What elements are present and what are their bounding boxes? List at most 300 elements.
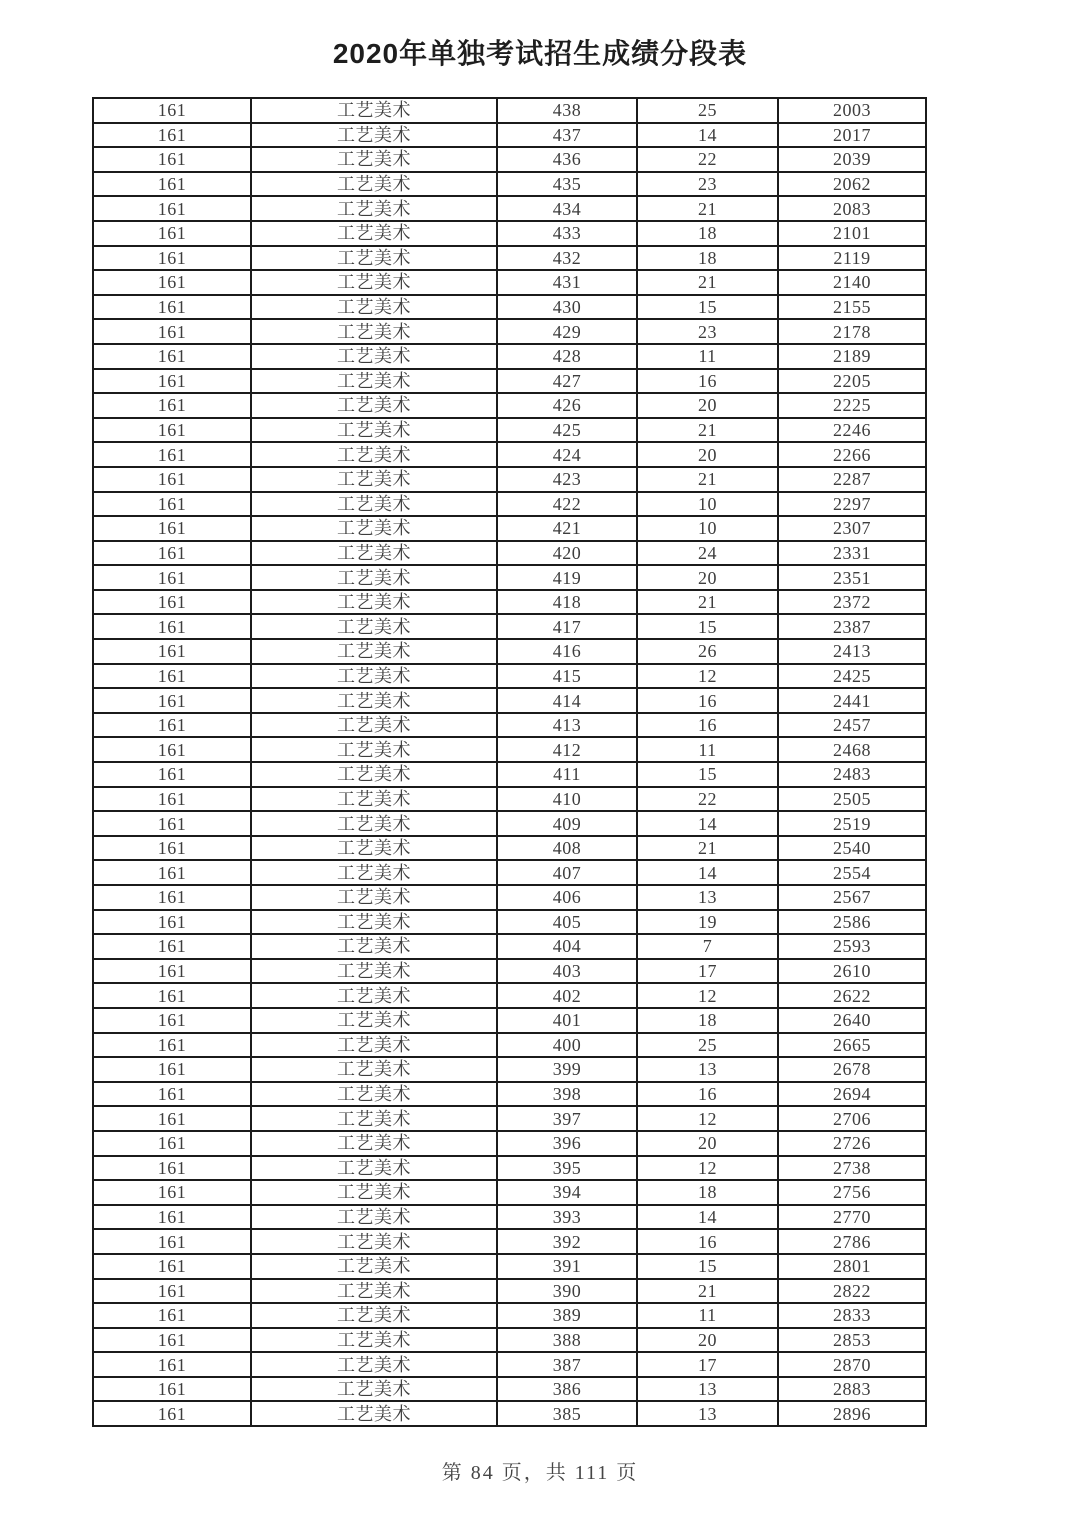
score-cell: 419	[497, 565, 637, 590]
cumulative-count-cell: 2665	[778, 1033, 926, 1058]
cumulative-count-cell: 2372	[778, 590, 926, 615]
major-name-cell: 工艺美术	[251, 221, 497, 246]
score-cell: 404	[497, 934, 637, 959]
school-code-cell: 161	[93, 836, 251, 861]
cumulative-count-cell: 2119	[778, 246, 926, 271]
count-cell: 15	[637, 614, 778, 639]
table-row	[93, 344, 926, 369]
cumulative-count-cell: 2178	[778, 319, 926, 344]
school-code-cell: 161	[93, 713, 251, 738]
school-code-cell: 161	[93, 787, 251, 812]
cumulative-count-cell: 2738	[778, 1156, 926, 1181]
score-cell: 407	[497, 860, 637, 885]
school-code-cell: 161	[93, 565, 251, 590]
table-row	[93, 516, 926, 541]
score-cell: 406	[497, 885, 637, 910]
count-cell: 14	[637, 123, 778, 148]
score-cell: 390	[497, 1279, 637, 1304]
table-row	[93, 492, 926, 517]
count-cell: 24	[637, 541, 778, 566]
score-cell: 405	[497, 910, 637, 935]
table-row	[93, 885, 926, 910]
cumulative-count-cell: 2706	[778, 1106, 926, 1131]
school-code-cell: 161	[93, 639, 251, 664]
score-cell: 413	[497, 713, 637, 738]
cumulative-count-cell: 2225	[778, 393, 926, 418]
cumulative-count-cell: 2003	[778, 98, 926, 123]
table-row	[93, 442, 926, 467]
cumulative-count-cell: 2287	[778, 467, 926, 492]
major-name-cell: 工艺美术	[251, 1082, 497, 1107]
cumulative-count-cell: 2155	[778, 295, 926, 320]
score-cell: 391	[497, 1254, 637, 1279]
count-cell: 26	[637, 639, 778, 664]
cumulative-count-cell: 2062	[778, 172, 926, 197]
table-row	[93, 172, 926, 197]
cumulative-count-cell: 2540	[778, 836, 926, 861]
table-row	[93, 270, 926, 295]
school-code-cell: 161	[93, 1131, 251, 1156]
cumulative-count-cell: 2640	[778, 1008, 926, 1033]
school-code-cell: 161	[93, 664, 251, 689]
score-cell: 411	[497, 762, 637, 787]
score-cell: 395	[497, 1156, 637, 1181]
table-row	[93, 295, 926, 320]
major-name-cell: 工艺美术	[251, 516, 497, 541]
cumulative-count-cell: 2567	[778, 885, 926, 910]
school-code-cell: 161	[93, 196, 251, 221]
table-row	[93, 1205, 926, 1230]
cumulative-count-cell: 2756	[778, 1180, 926, 1205]
table-row	[93, 467, 926, 492]
table-row	[93, 221, 926, 246]
score-cell: 408	[497, 836, 637, 861]
cumulative-count-cell: 2678	[778, 1057, 926, 1082]
count-cell: 15	[637, 762, 778, 787]
count-cell: 16	[637, 1082, 778, 1107]
major-name-cell: 工艺美术	[251, 1033, 497, 1058]
table-row	[93, 590, 926, 615]
table-row	[93, 1180, 926, 1205]
cumulative-count-cell: 2883	[778, 1377, 926, 1402]
cumulative-count-cell: 2519	[778, 811, 926, 836]
count-cell: 20	[637, 565, 778, 590]
score-cell: 389	[497, 1303, 637, 1328]
count-cell: 13	[637, 1401, 778, 1426]
count-cell: 20	[637, 1131, 778, 1156]
table-row	[93, 393, 926, 418]
table-row	[93, 762, 926, 787]
major-name-cell: 工艺美术	[251, 688, 497, 713]
major-name-cell: 工艺美术	[251, 172, 497, 197]
school-code-cell: 161	[93, 1008, 251, 1033]
cumulative-count-cell: 2387	[778, 614, 926, 639]
cumulative-count-cell: 2189	[778, 344, 926, 369]
count-cell: 18	[637, 246, 778, 271]
table-row	[93, 1377, 926, 1402]
school-code-cell: 161	[93, 688, 251, 713]
page-number: 第 84 页，共 111 页	[441, 1462, 639, 1484]
count-cell: 15	[637, 1254, 778, 1279]
major-name-cell: 工艺美术	[251, 910, 497, 935]
table-row	[93, 983, 926, 1008]
major-name-cell: 工艺美术	[251, 713, 497, 738]
cumulative-count-cell: 2870	[778, 1352, 926, 1377]
count-cell: 13	[637, 885, 778, 910]
cumulative-count-cell: 2425	[778, 664, 926, 689]
school-code-cell: 161	[93, 860, 251, 885]
school-code-cell: 161	[93, 393, 251, 418]
school-code-cell: 161	[93, 344, 251, 369]
count-cell: 17	[637, 959, 778, 984]
table-row	[93, 860, 926, 885]
cumulative-count-cell: 2297	[778, 492, 926, 517]
school-code-cell: 161	[93, 418, 251, 443]
score-cell: 398	[497, 1082, 637, 1107]
major-name-cell: 工艺美术	[251, 762, 497, 787]
cumulative-count-cell: 2039	[778, 147, 926, 172]
score-cell: 438	[497, 98, 637, 123]
score-cell: 433	[497, 221, 637, 246]
cumulative-count-cell: 2140	[778, 270, 926, 295]
major-name-cell: 工艺美术	[251, 1131, 497, 1156]
school-code-cell: 161	[93, 614, 251, 639]
table-row	[93, 664, 926, 689]
count-cell: 11	[637, 344, 778, 369]
cumulative-count-cell: 2351	[778, 565, 926, 590]
table-row	[93, 934, 926, 959]
cumulative-count-cell: 2017	[778, 123, 926, 148]
score-cell: 386	[497, 1377, 637, 1402]
major-name-cell: 工艺美术	[251, 737, 497, 762]
count-cell: 25	[637, 98, 778, 123]
count-cell: 14	[637, 1205, 778, 1230]
score-cell: 429	[497, 319, 637, 344]
major-name-cell: 工艺美术	[251, 959, 497, 984]
score-cell: 403	[497, 959, 637, 984]
score-cell: 423	[497, 467, 637, 492]
major-name-cell: 工艺美术	[251, 614, 497, 639]
count-cell: 21	[637, 196, 778, 221]
table-row	[93, 98, 926, 123]
major-name-cell: 工艺美术	[251, 885, 497, 910]
school-code-cell: 161	[93, 123, 251, 148]
page-title: 2020年单独考试招生成绩分段表	[332, 38, 748, 69]
count-cell: 23	[637, 319, 778, 344]
table-row	[93, 787, 926, 812]
count-cell: 17	[637, 1352, 778, 1377]
table-row	[93, 1057, 926, 1082]
major-name-cell: 工艺美术	[251, 1205, 497, 1230]
count-cell: 20	[637, 442, 778, 467]
table-row	[93, 811, 926, 836]
score-cell: 428	[497, 344, 637, 369]
table-row	[93, 565, 926, 590]
school-code-cell: 161	[93, 811, 251, 836]
cumulative-count-cell: 2833	[778, 1303, 926, 1328]
school-code-cell: 161	[93, 1057, 251, 1082]
score-cell: 422	[497, 492, 637, 517]
major-name-cell: 工艺美术	[251, 1352, 497, 1377]
cumulative-count-cell: 2593	[778, 934, 926, 959]
major-name-cell: 工艺美术	[251, 467, 497, 492]
major-name-cell: 工艺美术	[251, 123, 497, 148]
table-row	[93, 541, 926, 566]
count-cell: 15	[637, 295, 778, 320]
school-code-cell: 161	[93, 172, 251, 197]
score-cell: 393	[497, 1205, 637, 1230]
school-code-cell: 161	[93, 762, 251, 787]
count-cell: 10	[637, 516, 778, 541]
major-name-cell: 工艺美术	[251, 1180, 497, 1205]
school-code-cell: 161	[93, 1377, 251, 1402]
count-cell: 21	[637, 467, 778, 492]
cumulative-count-cell: 2853	[778, 1328, 926, 1353]
count-cell: 19	[637, 910, 778, 935]
school-code-cell: 161	[93, 98, 251, 123]
school-code-cell: 161	[93, 270, 251, 295]
cumulative-count-cell: 2246	[778, 418, 926, 443]
score-cell: 427	[497, 369, 637, 394]
table-row	[93, 737, 926, 762]
score-cell: 418	[497, 590, 637, 615]
count-cell: 13	[637, 1377, 778, 1402]
school-code-cell: 161	[93, 246, 251, 271]
table-row	[93, 639, 926, 664]
school-code-cell: 161	[93, 221, 251, 246]
cumulative-count-cell: 2083	[778, 196, 926, 221]
count-cell: 21	[637, 418, 778, 443]
table-row	[93, 713, 926, 738]
school-code-cell: 161	[93, 147, 251, 172]
major-name-cell: 工艺美术	[251, 492, 497, 517]
count-cell: 14	[637, 811, 778, 836]
major-name-cell: 工艺美术	[251, 1303, 497, 1328]
school-code-cell: 161	[93, 1279, 251, 1304]
school-code-cell: 161	[93, 885, 251, 910]
school-code-cell: 161	[93, 369, 251, 394]
major-name-cell: 工艺美术	[251, 1328, 497, 1353]
major-name-cell: 工艺美术	[251, 295, 497, 320]
table-row	[93, 319, 926, 344]
major-name-cell: 工艺美术	[251, 1156, 497, 1181]
school-code-cell: 161	[93, 1328, 251, 1353]
major-name-cell: 工艺美术	[251, 934, 497, 959]
score-cell: 432	[497, 246, 637, 271]
table-row	[93, 1156, 926, 1181]
major-name-cell: 工艺美术	[251, 1008, 497, 1033]
score-cell: 387	[497, 1352, 637, 1377]
count-cell: 18	[637, 1180, 778, 1205]
table-row	[93, 1279, 926, 1304]
score-cell: 437	[497, 123, 637, 148]
count-cell: 22	[637, 147, 778, 172]
score-cell: 417	[497, 614, 637, 639]
table-row	[93, 1254, 926, 1279]
count-cell: 13	[637, 1057, 778, 1082]
school-code-cell: 161	[93, 467, 251, 492]
count-cell: 12	[637, 664, 778, 689]
table-row	[93, 910, 926, 935]
major-name-cell: 工艺美术	[251, 983, 497, 1008]
cumulative-count-cell: 2786	[778, 1229, 926, 1254]
score-cell: 425	[497, 418, 637, 443]
score-cell: 388	[497, 1328, 637, 1353]
major-name-cell: 工艺美术	[251, 541, 497, 566]
table-row	[93, 836, 926, 861]
major-name-cell: 工艺美术	[251, 860, 497, 885]
table-row	[93, 147, 926, 172]
count-cell: 12	[637, 1156, 778, 1181]
cumulative-count-cell: 2801	[778, 1254, 926, 1279]
table-row	[93, 1033, 926, 1058]
school-code-cell: 161	[93, 1106, 251, 1131]
table-row	[93, 1401, 926, 1426]
school-code-cell: 161	[93, 1229, 251, 1254]
major-name-cell: 工艺美术	[251, 344, 497, 369]
major-name-cell: 工艺美术	[251, 590, 497, 615]
table-row	[93, 1352, 926, 1377]
table-row	[93, 1328, 926, 1353]
major-name-cell: 工艺美术	[251, 98, 497, 123]
table-row	[93, 246, 926, 271]
cumulative-count-cell: 2505	[778, 787, 926, 812]
score-cell: 426	[497, 393, 637, 418]
school-code-cell: 161	[93, 983, 251, 1008]
cumulative-count-cell: 2307	[778, 516, 926, 541]
count-cell: 25	[637, 1033, 778, 1058]
score-cell: 412	[497, 737, 637, 762]
school-code-cell: 161	[93, 910, 251, 935]
count-cell: 14	[637, 860, 778, 885]
cumulative-count-cell: 2483	[778, 762, 926, 787]
score-cell: 410	[497, 787, 637, 812]
score-cell: 401	[497, 1008, 637, 1033]
major-name-cell: 工艺美术	[251, 369, 497, 394]
cumulative-count-cell: 2822	[778, 1279, 926, 1304]
count-cell: 22	[637, 787, 778, 812]
count-cell: 12	[637, 983, 778, 1008]
major-name-cell: 工艺美术	[251, 442, 497, 467]
school-code-cell: 161	[93, 959, 251, 984]
school-code-cell: 161	[93, 1205, 251, 1230]
score-cell: 397	[497, 1106, 637, 1131]
cumulative-count-cell: 2726	[778, 1131, 926, 1156]
cumulative-count-cell: 2694	[778, 1082, 926, 1107]
score-cell: 416	[497, 639, 637, 664]
school-code-cell: 161	[93, 1033, 251, 1058]
major-name-cell: 工艺美术	[251, 836, 497, 861]
major-name-cell: 工艺美术	[251, 418, 497, 443]
major-name-cell: 工艺美术	[251, 565, 497, 590]
school-code-cell: 161	[93, 1254, 251, 1279]
count-cell: 16	[637, 713, 778, 738]
score-cell: 435	[497, 172, 637, 197]
cumulative-count-cell: 2441	[778, 688, 926, 713]
major-name-cell: 工艺美术	[251, 1377, 497, 1402]
count-cell: 16	[637, 688, 778, 713]
cumulative-count-cell: 2413	[778, 639, 926, 664]
count-cell: 21	[637, 1279, 778, 1304]
count-cell: 11	[637, 737, 778, 762]
school-code-cell: 161	[93, 1156, 251, 1181]
cumulative-count-cell: 2331	[778, 541, 926, 566]
score-cell: 400	[497, 1033, 637, 1058]
school-code-cell: 161	[93, 516, 251, 541]
count-cell: 20	[637, 1328, 778, 1353]
major-name-cell: 工艺美术	[251, 811, 497, 836]
count-cell: 18	[637, 1008, 778, 1033]
school-code-cell: 161	[93, 1401, 251, 1426]
count-cell: 21	[637, 590, 778, 615]
score-table-body	[93, 98, 926, 1426]
score-cell: 396	[497, 1131, 637, 1156]
cumulative-count-cell: 2896	[778, 1401, 926, 1426]
score-cell: 431	[497, 270, 637, 295]
school-code-cell: 161	[93, 590, 251, 615]
score-cell: 409	[497, 811, 637, 836]
table-row	[93, 1229, 926, 1254]
cumulative-count-cell: 2586	[778, 910, 926, 935]
major-name-cell: 工艺美术	[251, 1057, 497, 1082]
table-row	[93, 418, 926, 443]
count-cell: 7	[637, 934, 778, 959]
score-cell: 421	[497, 516, 637, 541]
table-row	[93, 1303, 926, 1328]
cumulative-count-cell: 2101	[778, 221, 926, 246]
count-cell: 23	[637, 172, 778, 197]
cumulative-count-cell: 2205	[778, 369, 926, 394]
major-name-cell: 工艺美术	[251, 147, 497, 172]
score-cell: 392	[497, 1229, 637, 1254]
count-cell: 21	[637, 836, 778, 861]
major-name-cell: 工艺美术	[251, 196, 497, 221]
score-cell: 424	[497, 442, 637, 467]
score-cell: 415	[497, 664, 637, 689]
table-row	[93, 688, 926, 713]
major-name-cell: 工艺美术	[251, 639, 497, 664]
school-code-cell: 161	[93, 1303, 251, 1328]
major-name-cell: 工艺美术	[251, 664, 497, 689]
table-row	[93, 1082, 926, 1107]
major-name-cell: 工艺美术	[251, 1401, 497, 1426]
major-name-cell: 工艺美术	[251, 1229, 497, 1254]
table-row	[93, 614, 926, 639]
cumulative-count-cell: 2457	[778, 713, 926, 738]
score-cell: 436	[497, 147, 637, 172]
cumulative-count-cell: 2622	[778, 983, 926, 1008]
major-name-cell: 工艺美术	[251, 1254, 497, 1279]
major-name-cell: 工艺美术	[251, 246, 497, 271]
cumulative-count-cell: 2554	[778, 860, 926, 885]
school-code-cell: 161	[93, 1352, 251, 1377]
table-row	[93, 1106, 926, 1131]
cumulative-count-cell: 2610	[778, 959, 926, 984]
major-name-cell: 工艺美术	[251, 270, 497, 295]
score-cell: 430	[497, 295, 637, 320]
table-row	[93, 1131, 926, 1156]
score-cell: 394	[497, 1180, 637, 1205]
major-name-cell: 工艺美术	[251, 1279, 497, 1304]
major-name-cell: 工艺美术	[251, 319, 497, 344]
count-cell: 12	[637, 1106, 778, 1131]
school-code-cell: 161	[93, 934, 251, 959]
school-code-cell: 161	[93, 1180, 251, 1205]
score-cell: 434	[497, 196, 637, 221]
school-code-cell: 161	[93, 737, 251, 762]
cumulative-count-cell: 2770	[778, 1205, 926, 1230]
count-cell: 18	[637, 221, 778, 246]
